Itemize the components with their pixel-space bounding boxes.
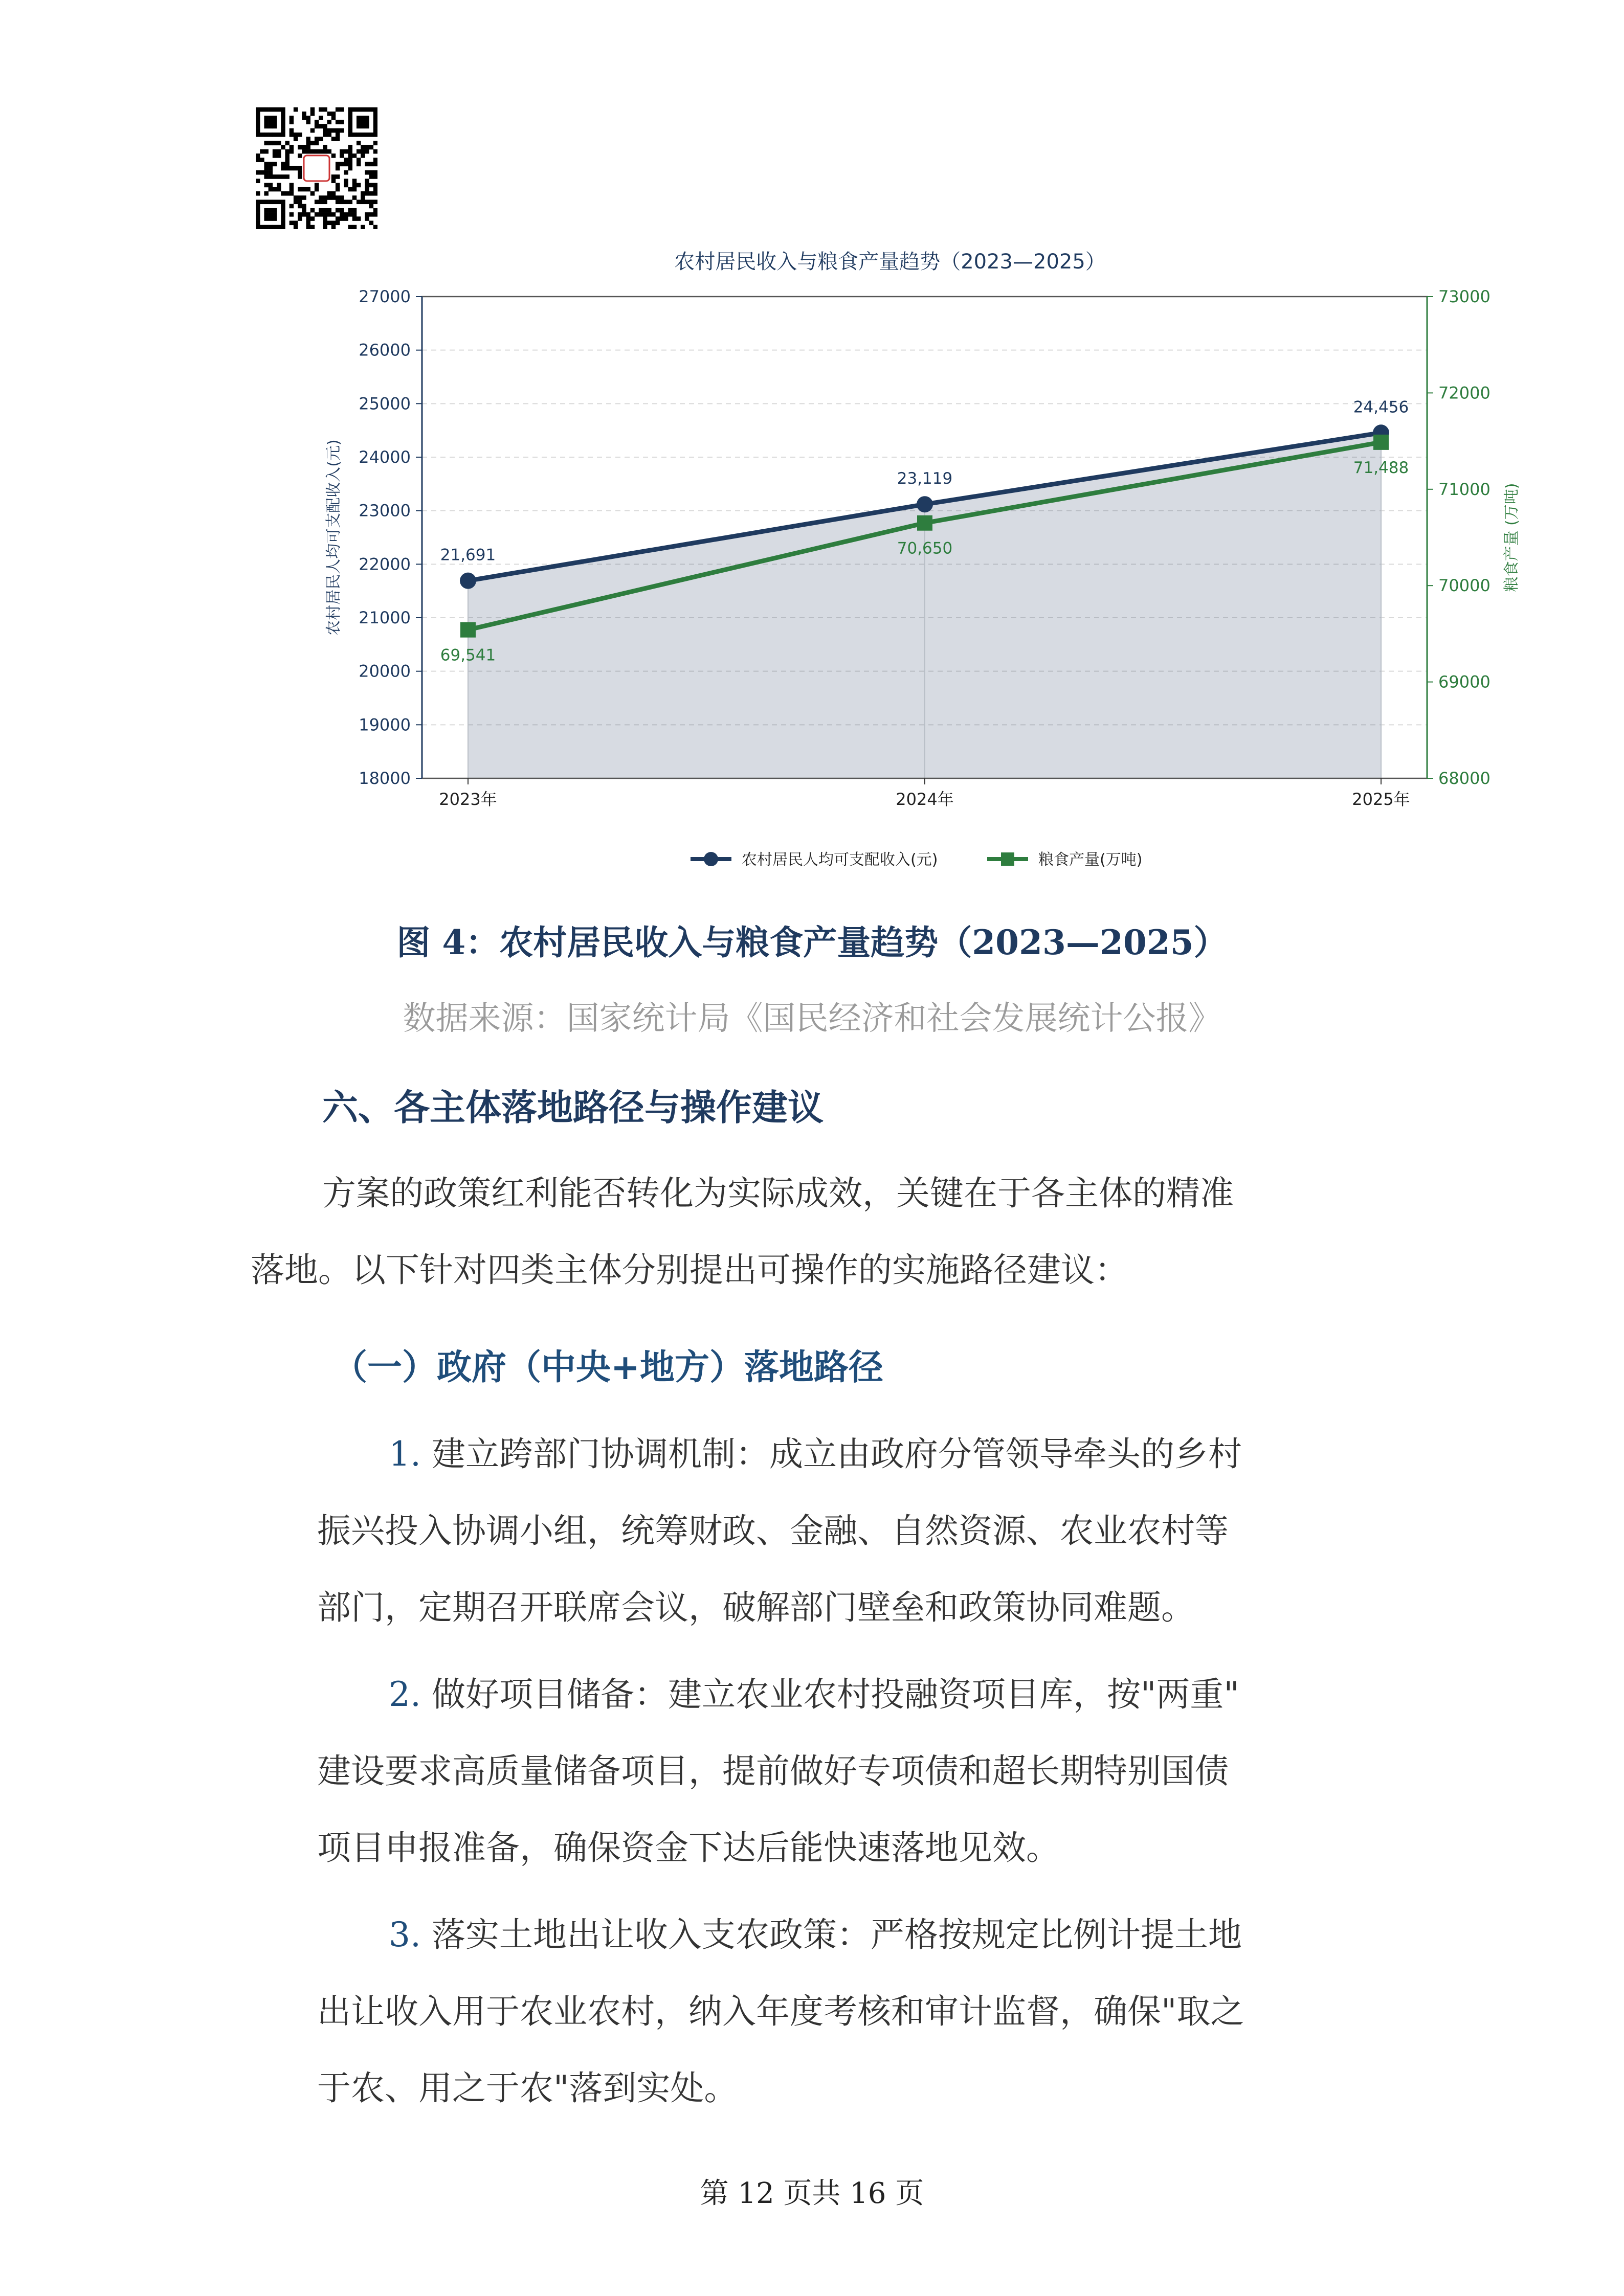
y-tick-label-right: 68000 (1438, 769, 1490, 788)
y-axis-label-left: 农村居民人均可支配收入(元) (325, 439, 343, 636)
grain-data-label: 70,650 (897, 539, 953, 558)
figure-source: 数据来源：国家统计局《国民经济和社会发展统计公报》 (403, 1000, 1221, 1038)
list-item-3-text: 落实土地出让收入支农政策：严格按规定比例计提土地 (431, 1915, 1242, 1954)
income-data-label: 21,691 (440, 546, 496, 565)
y-tick-label-left: 21000 (359, 608, 411, 627)
legend-income-marker (704, 852, 718, 866)
qr-code (256, 107, 377, 229)
grain-data-label: 69,541 (440, 646, 496, 665)
intro-line-1: 方案的政策红利能否转化为实际成效，关键在于各主体的精准 (322, 1174, 1234, 1213)
y-tick-label-left: 18000 (359, 769, 411, 788)
list-item-2-line-3: 项目申报准备，确保资金下达后能快速落地见效。 (317, 1828, 1060, 1867)
legend-income-label: 农村居民人均可支配收入(元) (742, 851, 938, 869)
list-item-2-number: 2. (389, 1675, 421, 1714)
y-tick-label-left: 25000 (359, 394, 411, 414)
grain-point (1373, 435, 1389, 450)
list-item-1-first-line (389, 1427, 1242, 1475)
chart-legend (691, 851, 1142, 869)
legend-grain-marker (1001, 852, 1014, 866)
income-grain-chart (307, 235, 1524, 880)
y-tick-label-right: 69000 (1438, 672, 1490, 692)
y-tick-label-left: 27000 (359, 287, 411, 306)
y-tick-label-right: 71000 (1438, 479, 1490, 499)
list-item-1-line-3: 部门，定期召开联席会议，破解部门壁垒和政策协同难题。 (317, 1588, 1195, 1627)
y-tick-label-left: 19000 (359, 715, 411, 735)
legend-grain-label: 粮食产量(万吨) (1038, 851, 1143, 869)
grain-point (917, 515, 932, 531)
y-axis-label-right: 粮食产量 (万吨) (1503, 483, 1521, 592)
y-tick-label-left: 22000 (359, 554, 411, 574)
y-tick-label-left: 24000 (359, 447, 411, 467)
income-data-label: 23,119 (897, 469, 953, 488)
page-footer: 第 12 页共 16 页 (700, 2177, 924, 2210)
y-tick-label-left: 26000 (359, 340, 411, 360)
chart-title: 农村居民收入与粮食产量趋势（2023—2025） (674, 250, 1106, 274)
y-tick-label-left: 23000 (359, 501, 411, 521)
x-tick-label: 2023年 (439, 790, 497, 809)
intro-line-2: 落地。以下针对四类主体分别提出可操作的实施路径建议： (251, 1250, 1128, 1290)
list-item-3-line-3: 于农、用之于农"落到实处。 (317, 2068, 738, 2108)
list-item-3-number: 3. (389, 1915, 421, 1954)
list-item-2-first-line (389, 1667, 1239, 1716)
qr-logo-icon (304, 155, 329, 181)
y-tick-label-right: 73000 (1438, 287, 1490, 306)
list-item-1-line-2: 振兴投入协调小组，统筹财政、金融、自然资源、农业农村等 (317, 1511, 1229, 1550)
grain-data-label: 71,488 (1353, 458, 1409, 477)
subsection-heading: （一）政府（中央+地方）落地路径 (332, 1347, 883, 1388)
income-point (460, 573, 476, 589)
x-tick-label: 2025年 (1352, 790, 1410, 809)
y-tick-label-right: 72000 (1438, 383, 1490, 403)
list-item-2-text: 做好项目储备：建立农业农村投融资项目库，按"两重" (431, 1675, 1239, 1714)
list-item-1-text: 建立跨部门协调机制：成立由政府分管领导牵头的乡村 (431, 1434, 1242, 1474)
list-item-2-line-2: 建设要求高质量储备项目，提前做好专项债和超长期特别国债 (317, 1751, 1229, 1791)
list-item-1-number: 1. (389, 1434, 421, 1474)
grain-point (460, 622, 476, 638)
figure-caption: 图 4：农村居民收入与粮食产量趋势（2023—2025） (396, 922, 1228, 962)
y-tick-label-right: 70000 (1438, 576, 1490, 596)
x-tick-label: 2024年 (896, 790, 954, 809)
list-item-3-first-line (389, 1907, 1242, 1956)
income-data-label: 24,456 (1353, 398, 1409, 417)
income-point (917, 496, 933, 512)
list-item-3-line-2: 出让收入用于农业农村，纳入年度考核和审计监督，确保"取之 (317, 1992, 1244, 2031)
chart-svg (307, 235, 1524, 880)
section-heading: 六、各主体落地路径与操作建议 (322, 1086, 824, 1129)
y-tick-label-left: 20000 (359, 661, 411, 681)
qr-code-icon (256, 107, 377, 229)
